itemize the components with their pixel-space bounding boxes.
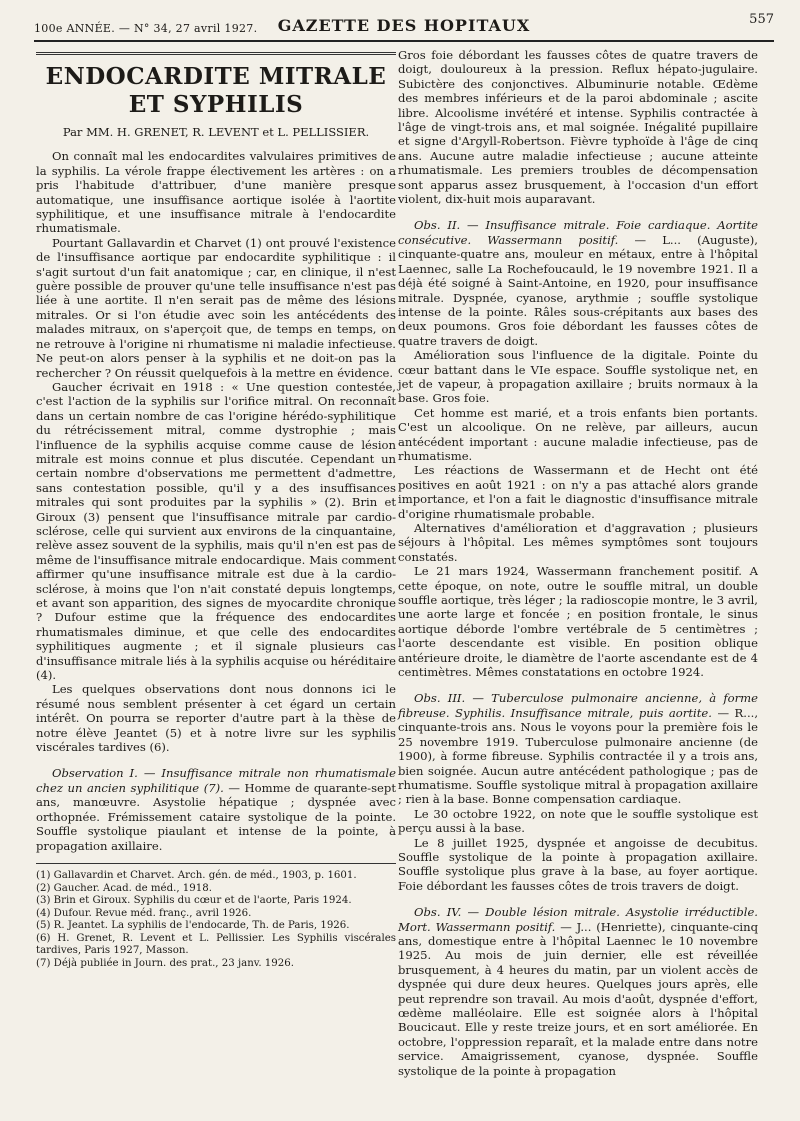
observation-text: — Homme de quarante-sept ans, manœuvre. Asystolie hépatique ; dyspnée avec orthopnée. Frémissement cataire systolique de la pointe. Souffle systolique piaulant et intense de la pointe, à propagation axillaire. — [36, 780, 396, 853]
footnote: (6) H. Grenet, R. Levent et L. Pellissier. Les Syphilis viscérales tardives, Paris 1927, Masson. — [36, 932, 396, 957]
footnote: (4) Dufour. Revue méd. franç., avril 1926. — [36, 907, 252, 919]
right-column — [398, 20, 758, 1078]
paragraph: Gros foie débordant les fausses côtes de quatre travers de doigt, douloureux à la pression. Reflux hépato-jugulaire. Subictère des conjonctives. Albuminurie notable. Œdème des membres inférieurs et de la paroi abdominale ; ascite libre. Alcoolisme invétéré et intense. Syphilis contractée à l'âge de vingt-trois ans, et mal soignée. Inégalité pupillaire et signe d'Argyll-Robertson. Fièvre typhoïde à l'âge de cinq ans. Aucune autre maladie infectieuse ; aucune atteinte rhumatismale. Les premiers troubles de décompensation sont apparus assez brusquement, à l'occasion d'un effort violent, dix-huit mois auparavant. — [398, 48, 758, 207]
paragraph: Amélioration sous l'influence de la digitale. Pointe du cœur battant dans le VIe espace. Souffle systolique net, en jet de vapeur, à propagation axillaire ; bruits normaux à la base. Gros foie. — [398, 348, 758, 406]
observation-text: — R..., cinquante-trois ans. Nous le voyons pour la première fois le 25 novembre 1919. Tuberculose pulmonaire ancienne (de 1900), à forme fibreuse. Syphilis contractée il y a trois ans, bien soignée. Aucun autre antécédent pathologique ; pas de rhumatisme. Souffle systolique mitral à propagation axillaire ; rien à la base. Bonne compensation cardiaque. — [398, 705, 759, 807]
paragraph: Les réactions de Wassermann et de Hecht ont été positives en août 1921 : on n'y a pas attaché alors grande importance, et l'on a fait le diagnostic d'insuffisance mitrale d'origine rhumatismale probable. — [398, 463, 758, 521]
observation-2 — [398, 218, 758, 348]
footnote: (5) R. Jeantet. La syphilis de l'endocarde, Th. de Paris, 1926. — [36, 920, 350, 932]
observation-1 — [36, 766, 396, 852]
footnote: (1) Gallavardin et Charvet. Arch. gén. de méd., 1903, p. 1601. — [36, 869, 357, 881]
title-rule — [36, 52, 396, 55]
paragraph: On connaît mal les endocardites valvulaires primitives de la syphilis. La vérole frappe électivement les artères : on a pris l'habitude d'attribuer, d'une manière presque automatique, une insuffisance aortique isolée à l'aortite syphilitique, et une insuffisance mitrale à l'endocardite rhumatismale. — [36, 149, 396, 236]
paragraph: Alternatives d'amélioration et d'aggravation ; plusieurs séjours à l'hôpital. Les mêmes symptômes sont toujours constatés. — [398, 521, 758, 564]
paragraph: Gaucher écrivait en 1918 : « Une question contestée, c'est l'action de la syphilis sur l'orifice mitral. On reconnaît dans un certain nombre de cas l'origine hérédo-syphilitique du rétrécissement mitral, comme dystrophie ; mais l'influence de la syphilis acquise comme cause de lésion mitrale est moins connue et plus discutée. Cependant un certain nombre d'observations me permettent d'admettre, sans contestation possible, qu'il y a des insuffisances mitrales qui sont produites par la syphilis » (2). Brin et Giroux (3) pensent que l'insuffisance mitrale par cardio-sclérose, celle qui survient aux environs de la cinquantaine, relève assez souvent de la syphilis, mais qu'il n'en est pas de même de l'insuffisance mitrale endocardique. Mais comment affirmer qu'une insuffisance mitrale est due à la cardio-sclérose, à moins que l'on n'ait constaté depuis longtemps, et avant son apparition, des signes de myocardite chronique ? Dufour estime que la fréquence des endocardites rhumatismales diminue, et que celle des endocardites syphilitiques augmente ; et il signale plusieurs cas d'insuffisance mitrale liés à la syphilis acquise ou héréditaire (4). — [36, 379, 396, 683]
paragraph: Le 8 juillet 1925, dyspnée et angoisse de decubitus. Souffle systolique de la pointe à propagation axillaire. Souffle systolique plus grave à la base, au foyer aortique. Foie débordant les fausses côtes de trois travers de doigt. — [398, 835, 758, 893]
observation-heading: Obs. II. — Insuffisance mitrale. Foie cardiaque. Aortite consécutive. Wassermann positif. — [398, 218, 758, 247]
page-number: 557 — [749, 12, 774, 27]
footnote: (3) Brin et Giroux. Syphilis du cœur et de l'aorte, Paris 1924. — [36, 895, 352, 907]
article-title: ENDOCARDITE MITRALE ET SYPHILIS — [45, 63, 387, 118]
observation-text: — J... (Henriette), cinquante-cinq ans, domestique entre à l'hôpital Laennec le 10 novembre 1925. Au mois de juin dernier, elle est réveillée brusquement, à 4 heures du matin, par un violent accès de dyspnée qui dure deux heures. Quelques jours après, elle peut reprendre son travail. Au mois d'août, dyspnée d'effort, œdème malléolaire. Elle est soignée alors à l'hôpital Boucicaut. Elle y reste treize jours, et en sort améliorée. En octobre, l'oppression reparaît, et la malade entre dans notre service. Amaigrissement, cyanose, dyspnée. Souffle systolique de la pointe à propagation — [398, 919, 759, 1078]
article-authors: Par MM. H. GRENET, R. LEVENT et L. PELLISSIER. — [62, 125, 370, 139]
observation-heading: Observation I. — Insuffisance mitrale non rhumatismale chez un ancien syphilitique (7). — [36, 766, 396, 795]
paragraph: Cet homme est marié, et a trois enfants bien portants. C'est un alcoolique. On ne relève, par ailleurs, aucun antécédent important : aucune maladie infectieuse, pas de rhumatisme. — [398, 405, 758, 463]
observation-text: — L... (Auguste), cinquante-quatre ans, mouleur en métaux, entre à l'hôpital Laennec, salle La Rochefoucauld, le 19 novembre 1921. Il a déjà été soigné à Saint-Antoine, en 1920, pour insuffisance mitrale. Dyspnée, cyanose, arythmie ; souffle systolique intense de la pointe. Râles sous-crépitants aux bases des deux poumons. Gros foie débordant les fausses côtes de quatre travers de doigt. — [398, 232, 758, 348]
journal-title: GAZETTE DES HOPITAUX — [277, 16, 531, 35]
footnotes — [36, 863, 396, 971]
paragraph: Pourtant Gallavardin et Charvet (1) ont prouvé l'existence de l'insuffisance aortique par endocardite syphilitique : il s'agit surtout d'un fait anatomique ; car, en clinique, il n'est guère possible de prouver qu'une telle insuffisance n'est pas liée à une aortite. Il n'en serait pas de même des lésions mitrales. Or si l'on étudie avec soin les antécédents des malades mitraux, on s'aperçoit que, de temps en temps, on ne retrouve à l'origine ni rhumatisme ni maladie infectieuse. Ne peut-on alors penser à la syphilis et ne doit-on pas la rechercher ? On réussit quelquefois à la mettre en évidence. — [36, 235, 396, 380]
observation-heading: Obs. III. — Tuberculose pulmonaire ancienne, à forme fibreuse. Syphilis. Insuffisance mitrale, puis aortite. — [398, 691, 758, 720]
footnote: (7) Déjà publiée in Journ. des prat., 23 janv. 1926. — [36, 958, 294, 970]
issue-info: 100e ANNÉE. — N° 34, 27 avril 1927. — [34, 22, 258, 35]
observation-heading: Obs. IV. — Double lésion mitrale. Asystolie irréductible. Mort. Wassermann positif. — [398, 905, 758, 934]
left-column — [36, 48, 396, 971]
paragraph: Le 30 octobre 1922, on note que le souffle systolique est perçu aussi à la base. — [398, 806, 758, 836]
observation-3 — [398, 691, 758, 806]
paragraph: Les quelques observations dont nous donnons ici le résumé nous semblent présenter à cet égard un certain intérêt. On pourra se reporter d'autre part à la thèse de notre élève Jeantet (5) et à notre livre sur les syphilis viscérales tardives (6). — [36, 682, 396, 755]
observation-4 — [398, 905, 758, 1078]
footnote: (2) Gaucher. Acad. de méd., 1918. — [36, 882, 212, 894]
paragraph: Le 21 mars 1924, Wassermann franchement positif. A cette époque, on note, outre le souffle mitral, un double souffle aortique, très léger ; la radioscopie montre, le 3 avril, une aorte large et foncée ; en position frontale, le sinus aortique déborde l'ombre vertébrale de 5 centimètres ; l'aorte descendante est visible. En position oblique antérieure droite, le diamètre de l'aorte ascendante est de 4 centimètres. Mêmes constatations en octobre 1924. — [398, 564, 758, 680]
